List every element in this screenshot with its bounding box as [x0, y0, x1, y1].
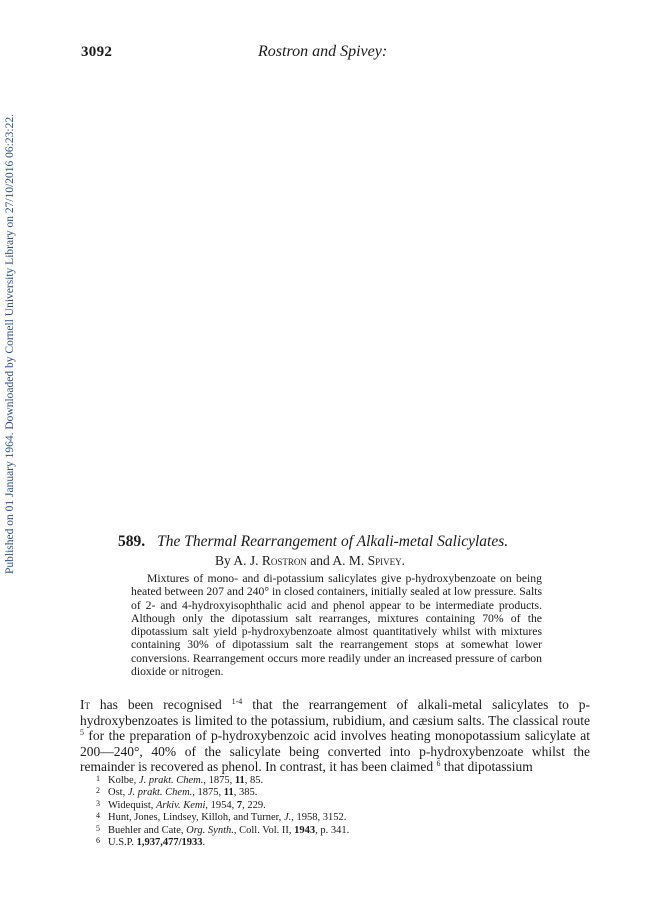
- citation-5: 5: [80, 728, 84, 738]
- reference-authors: Widequist,: [108, 799, 156, 811]
- reference-pages: , 229.: [242, 799, 266, 811]
- body-paragraph: [80, 697, 590, 775]
- reference-number: 2: [96, 786, 100, 796]
- reference-year: , 1958,: [291, 812, 323, 824]
- reference-item: [96, 824, 566, 836]
- reference-authors: Buehler and Cate,: [108, 824, 187, 836]
- reference-year: , 1875,: [203, 775, 235, 786]
- body-lead-word: It: [80, 697, 90, 712]
- author-1-surname: Rostron: [261, 553, 307, 568]
- reference-pages: , p. 341.: [315, 824, 350, 836]
- reference-item: [96, 836, 566, 848]
- reference-pages: .: [202, 837, 206, 849]
- author-2-surname: Spivey: [367, 553, 402, 568]
- citation-6: 6: [436, 759, 441, 769]
- reference-year: , 1954,: [205, 799, 237, 811]
- reference-pages: 3152.: [322, 812, 347, 824]
- reference-journal: J. prakt. Chem.: [127, 787, 193, 799]
- download-watermark: Published on 01 January 1964. Downloaded by Cornell University Library on 27/10/2016 06:23:22.: [4, 114, 16, 574]
- abstract: Mixtures of mono- and di-potassium salicylates give p-hydroxybenzoate on being heated between 207 and 240° in closed containers, initially sealed at low pressure. Salts of 2- and 4-hydroxyisophthalic acid and phenol appear to be intermediate products. Although only the dipotassium salt rearranges, mixtures containing 70% of the dipotassium salt yield p-hydroxybenzoate almost quantitatively whilst with mixtures containing 30% of dipotassium salt the rearrangement stops at somewhat lower conversions. Rearrangement occurs more readily under an increased pressure of carbon dioxide or nitrogen.: [131, 572, 542, 679]
- article-number: 589.: [118, 533, 146, 550]
- running-title: Rostron and Spivey:: [258, 43, 388, 60]
- byline-and: and A. M.: [306, 553, 368, 568]
- reference-journal: Org. Synth.: [186, 824, 234, 836]
- body-text-3: for the preparation of p-hydroxybenzoic acid involves heating monopotassium salicylate at 200—240°, 40% of the salicylate being converted into p-hydroxybenzoate whilst the remainder is recovered as phenol. In contrast, it has been claimed: [80, 728, 590, 775]
- reference-number: 1: [96, 774, 100, 783]
- article-title-text: The Thermal Rearrangement of Alkali-metal Salicylates.: [157, 533, 509, 550]
- reference-journal: J.: [283, 812, 292, 824]
- reference-volume: 1,937,477/1933: [136, 837, 203, 849]
- reference-volume: 11: [234, 775, 245, 786]
- reference-authors: Ost,: [108, 787, 128, 799]
- reference-authors: Hunt, Jones, Lindsey, Killoh, and Turner,: [108, 812, 284, 824]
- citation-1-4: 1-4: [231, 697, 243, 706]
- reference-item: [96, 811, 566, 823]
- reference-journal: J. prakt. Chem.: [138, 775, 204, 786]
- reference-item: [96, 799, 566, 811]
- byline-by: By A. J.: [215, 553, 262, 568]
- body-text-4: that dipotassium: [440, 759, 533, 775]
- article-title: [118, 533, 508, 551]
- reference-number: 6: [96, 836, 100, 846]
- page-number: 3092: [81, 44, 113, 60]
- reference-item: [96, 786, 566, 798]
- reference-pages: , 385.: [233, 787, 258, 799]
- reference-authors: Kolbe,: [108, 775, 139, 786]
- reference-list: [96, 774, 566, 848]
- reference-volume: 7: [236, 799, 243, 811]
- reference-volume: 11: [223, 787, 234, 799]
- body-text-1: has been recognised: [90, 697, 232, 712]
- reference-number: 3: [96, 798, 100, 808]
- reference-pages: , 85.: [244, 775, 264, 786]
- body-text-2: that the rearrangement of alkali-metal salicylates to p-hydroxybenzoates is limited to the potassium, rubidium, and cæsium salts. The classical route: [80, 697, 590, 728]
- reference-authors: U.S.P.: [108, 837, 137, 849]
- byline-end: .: [401, 553, 406, 568]
- reference-number: 4: [96, 811, 100, 821]
- reference-volume: 1943: [294, 824, 316, 836]
- reference-number: 5: [96, 823, 100, 833]
- reference-journal: Arkiv. Kemi: [156, 799, 206, 811]
- reference-year: , Coll. Vol. II,: [233, 824, 295, 836]
- reference-year: , 1875,: [192, 787, 224, 799]
- reference-item: [96, 774, 566, 786]
- byline: [215, 553, 405, 569]
